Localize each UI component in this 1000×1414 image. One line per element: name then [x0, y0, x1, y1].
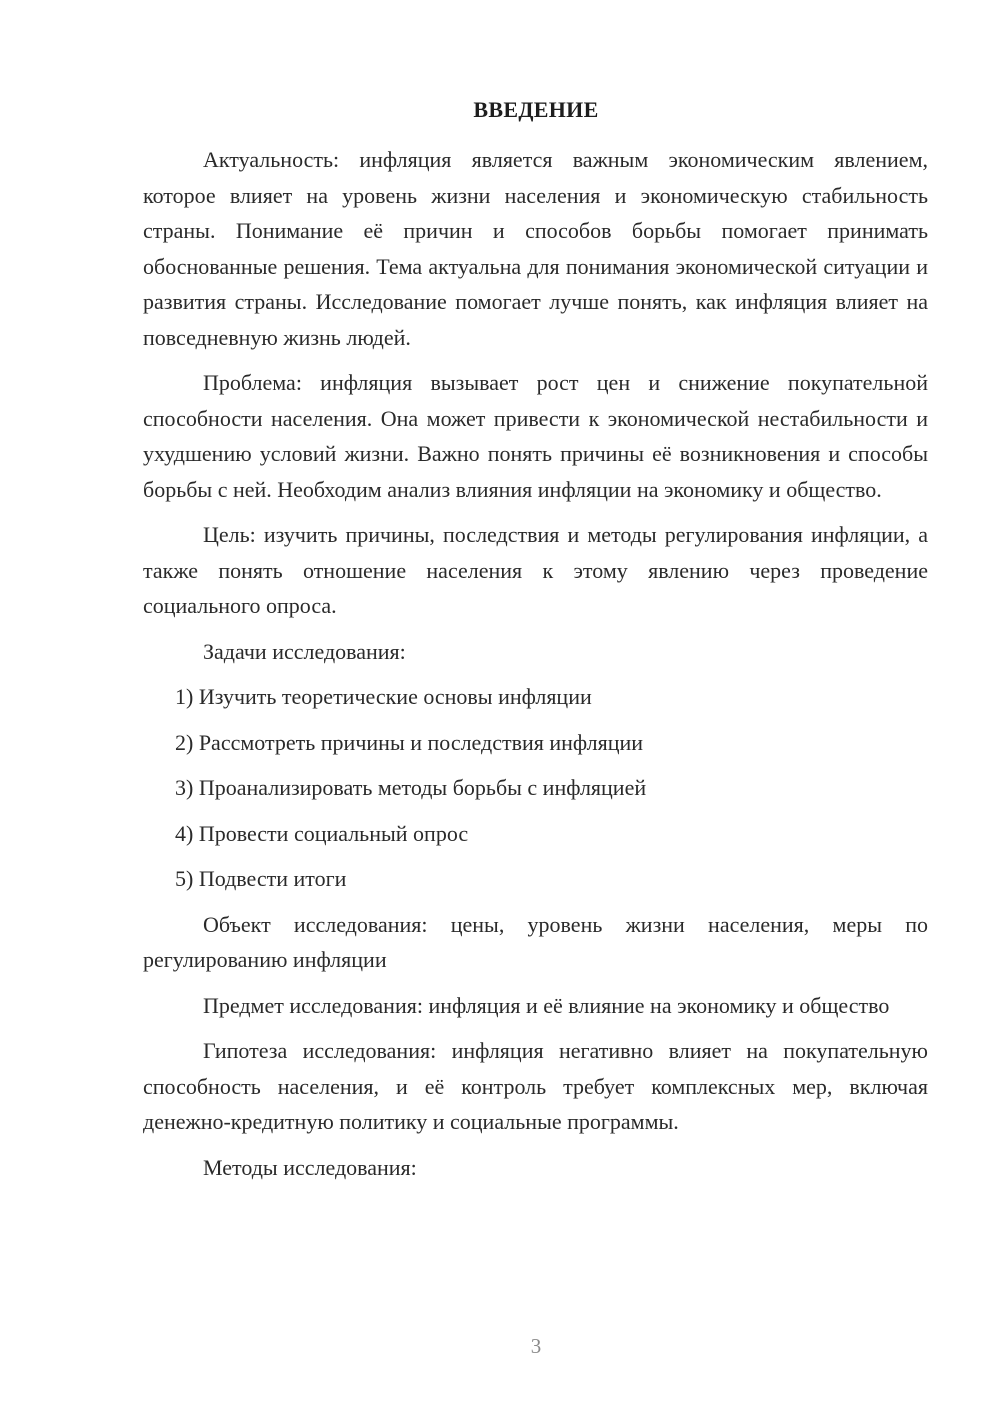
- page-number: 3: [530, 1334, 542, 1358]
- goal-paragraph: Цель: изучить причины, последствия и методы регулирования инфляции, а также понять отношение населения к этому явлению через проведение социального опроса.: [143, 522, 928, 618]
- task-item: 5) Подвести итоги: [175, 866, 347, 891]
- task-item: 1) Изучить теоретические основы инфляции: [175, 684, 592, 709]
- task-item: 2) Рассмотреть причины и последствия инфляции: [175, 729, 644, 755]
- object-paragraph: Объект исследования: цены, уровень жизни населения, меры по регулированию инфляции: [143, 911, 928, 972]
- relevance-paragraph: Актуальность: инфляция является важным экономическим явлением, которое влияет на уровень жизни населения и экономическую стабильность страны. Понимание её причин и способов борьбы помогает принимать обоснованные решения. Тема актуальна для понимания экономической ситуации и развития страны. Исследование помогает лучше понять, как инфляция влияет на повседневную жизнь людей.: [143, 147, 928, 350]
- methods-paragraph: Методы исследования:: [203, 1154, 417, 1180]
- page-heading: ВВЕДЕНИЕ: [473, 97, 599, 122]
- subject-paragraph: Предмет исследования: инфляция и её влияние на экономику и общество: [203, 992, 890, 1018]
- tasks-title: Задачи исследования:: [203, 638, 406, 664]
- page-body: [143, 142, 928, 1195]
- task-item: 4) Провести социальный опрос: [175, 820, 469, 846]
- problem-paragraph: Проблема: инфляция вызывает рост цен и снижение покупательной способности населения. Она может привести к экономической нестабильности и ухудшению условий жизни. Важно понять причины её возникновения и способы борьбы с ней. Необходим анализ влияния инфляции на экономику и общество.: [143, 370, 928, 502]
- hypothesis-paragraph: Гипотеза исследования: инфляция негативно влияет на покупательную способность населения, и её контроль требует комплексных мер, включая денежно-кредитную политику и социальные программы.: [143, 1038, 928, 1134]
- task-item: 3) Проанализировать методы борьбы с инфляцией: [175, 775, 647, 800]
